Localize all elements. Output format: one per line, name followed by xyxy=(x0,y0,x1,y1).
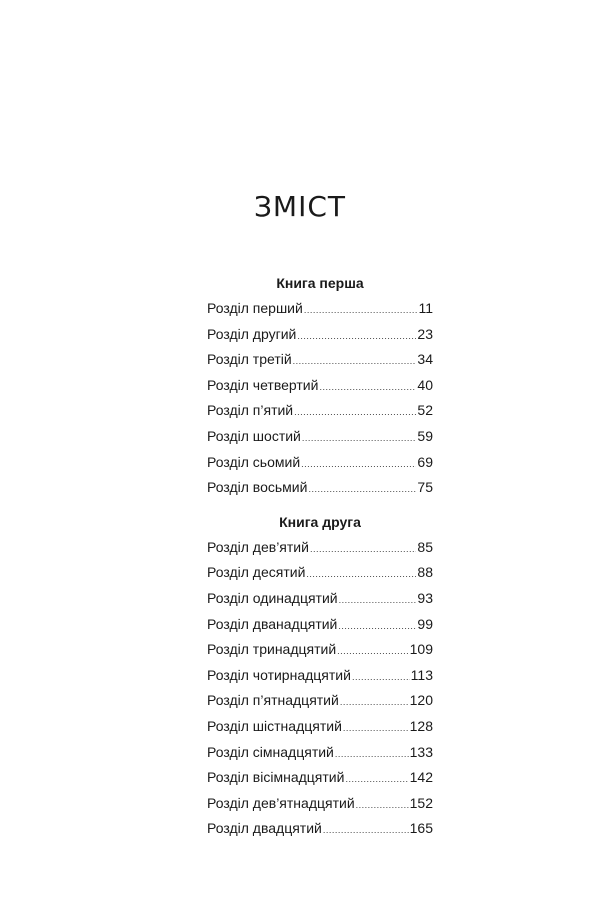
chapter-title: Розділ вісімнадцятий xyxy=(207,769,345,786)
toc-entry[interactable] xyxy=(207,347,433,373)
page-number: 23 xyxy=(417,325,433,342)
chapter-title: Розділ другий xyxy=(207,325,297,342)
page-number: 88 xyxy=(417,564,433,581)
book-heading-first: Книга перша xyxy=(276,275,364,291)
toc-entry[interactable] xyxy=(207,475,433,501)
page-number: 113 xyxy=(410,666,433,683)
dot-leader xyxy=(340,690,409,716)
toc-entry[interactable] xyxy=(207,373,433,399)
dot-leader xyxy=(343,716,409,742)
dot-leader xyxy=(338,614,416,640)
toc-entry[interactable] xyxy=(207,398,433,424)
page-number: 11 xyxy=(418,300,433,316)
chapter-title: Розділ дванадцятий xyxy=(207,615,338,632)
dot-leader xyxy=(319,375,416,401)
page-title: ЗМІСТ xyxy=(253,190,347,223)
dot-leader xyxy=(304,298,418,324)
toc-entry[interactable] xyxy=(207,688,433,714)
page-number: 75 xyxy=(417,479,433,496)
toc-entry[interactable] xyxy=(207,424,433,450)
chapter-title: Розділ дев’ятий xyxy=(207,538,309,555)
dot-leader xyxy=(356,793,409,819)
chapter-title: Розділ десятий xyxy=(207,564,306,581)
toc-entry[interactable] xyxy=(207,296,433,322)
toc-entry[interactable] xyxy=(207,816,433,842)
page-number: 128 xyxy=(409,717,433,734)
dot-leader xyxy=(310,537,416,563)
chapter-title: Розділ четвертий xyxy=(207,376,319,393)
toc-entry[interactable] xyxy=(207,765,433,791)
toc-entry[interactable] xyxy=(207,535,433,561)
chapter-title: Розділ сімнадцятий xyxy=(207,743,334,760)
chapter-title: Розділ перший xyxy=(207,300,303,316)
page-number: 59 xyxy=(417,427,433,444)
page-number: 69 xyxy=(417,453,433,470)
page-number: 52 xyxy=(417,402,433,419)
page-number: 133 xyxy=(409,743,433,760)
page-number: 93 xyxy=(417,589,433,606)
toc-entry[interactable] xyxy=(207,637,433,663)
page-number: 152 xyxy=(409,794,433,811)
toc-entry[interactable] xyxy=(207,791,433,817)
toc-entry[interactable] xyxy=(207,714,433,740)
book-heading-second: Книга друга xyxy=(279,513,361,530)
chapter-list-book-2 xyxy=(207,535,433,842)
dot-leader xyxy=(339,588,417,614)
page-number: 99 xyxy=(417,615,433,632)
chapter-title: Розділ шостий xyxy=(207,427,301,444)
page-number: 34 xyxy=(417,351,433,368)
dot-leader xyxy=(302,426,417,452)
toc-entry[interactable] xyxy=(207,322,433,348)
toc-entry[interactable] xyxy=(207,740,433,766)
page-number: 85 xyxy=(417,538,433,555)
page-number: 142 xyxy=(409,769,433,786)
chapter-title: Розділ сьомий xyxy=(207,453,301,470)
chapter-title: Розділ п’ятнадцятий xyxy=(207,692,339,709)
dot-leader xyxy=(306,562,416,588)
chapter-title: Розділ чотирнадцятий xyxy=(207,666,351,683)
dot-leader xyxy=(308,477,416,503)
page-number: 40 xyxy=(417,376,433,393)
chapter-title: Розділ одинадцятий xyxy=(207,589,338,606)
table-of-contents xyxy=(207,272,433,842)
dot-leader xyxy=(352,665,410,691)
chapter-title: Розділ третій xyxy=(207,351,292,368)
toc-entry[interactable] xyxy=(207,586,433,612)
page-number: 165 xyxy=(409,820,433,837)
page-number: 120 xyxy=(409,692,433,709)
dot-leader xyxy=(323,818,409,844)
chapter-list-book-1 xyxy=(207,296,433,501)
dot-leader xyxy=(297,324,416,350)
page-number: 109 xyxy=(409,641,433,658)
chapter-title: Розділ дев’ятнадцятий xyxy=(207,794,355,811)
toc-entry[interactable] xyxy=(207,663,433,689)
toc-entry[interactable] xyxy=(207,560,433,586)
dot-leader xyxy=(335,742,409,768)
toc-entry[interactable] xyxy=(207,612,433,638)
dot-leader xyxy=(301,452,416,478)
chapter-title: Розділ п’ятий xyxy=(207,402,294,419)
dot-leader xyxy=(337,639,408,665)
toc-entry[interactable] xyxy=(207,450,433,476)
chapter-title: Розділ восьмий xyxy=(207,479,308,496)
dot-leader xyxy=(345,767,408,793)
chapter-title: Розділ двадцятий xyxy=(207,820,322,837)
chapter-title: Розділ тринадцятий xyxy=(207,641,337,658)
dot-leader xyxy=(293,349,417,375)
chapter-title: Розділ шістнадцятий xyxy=(207,717,342,734)
dot-leader xyxy=(294,400,416,426)
